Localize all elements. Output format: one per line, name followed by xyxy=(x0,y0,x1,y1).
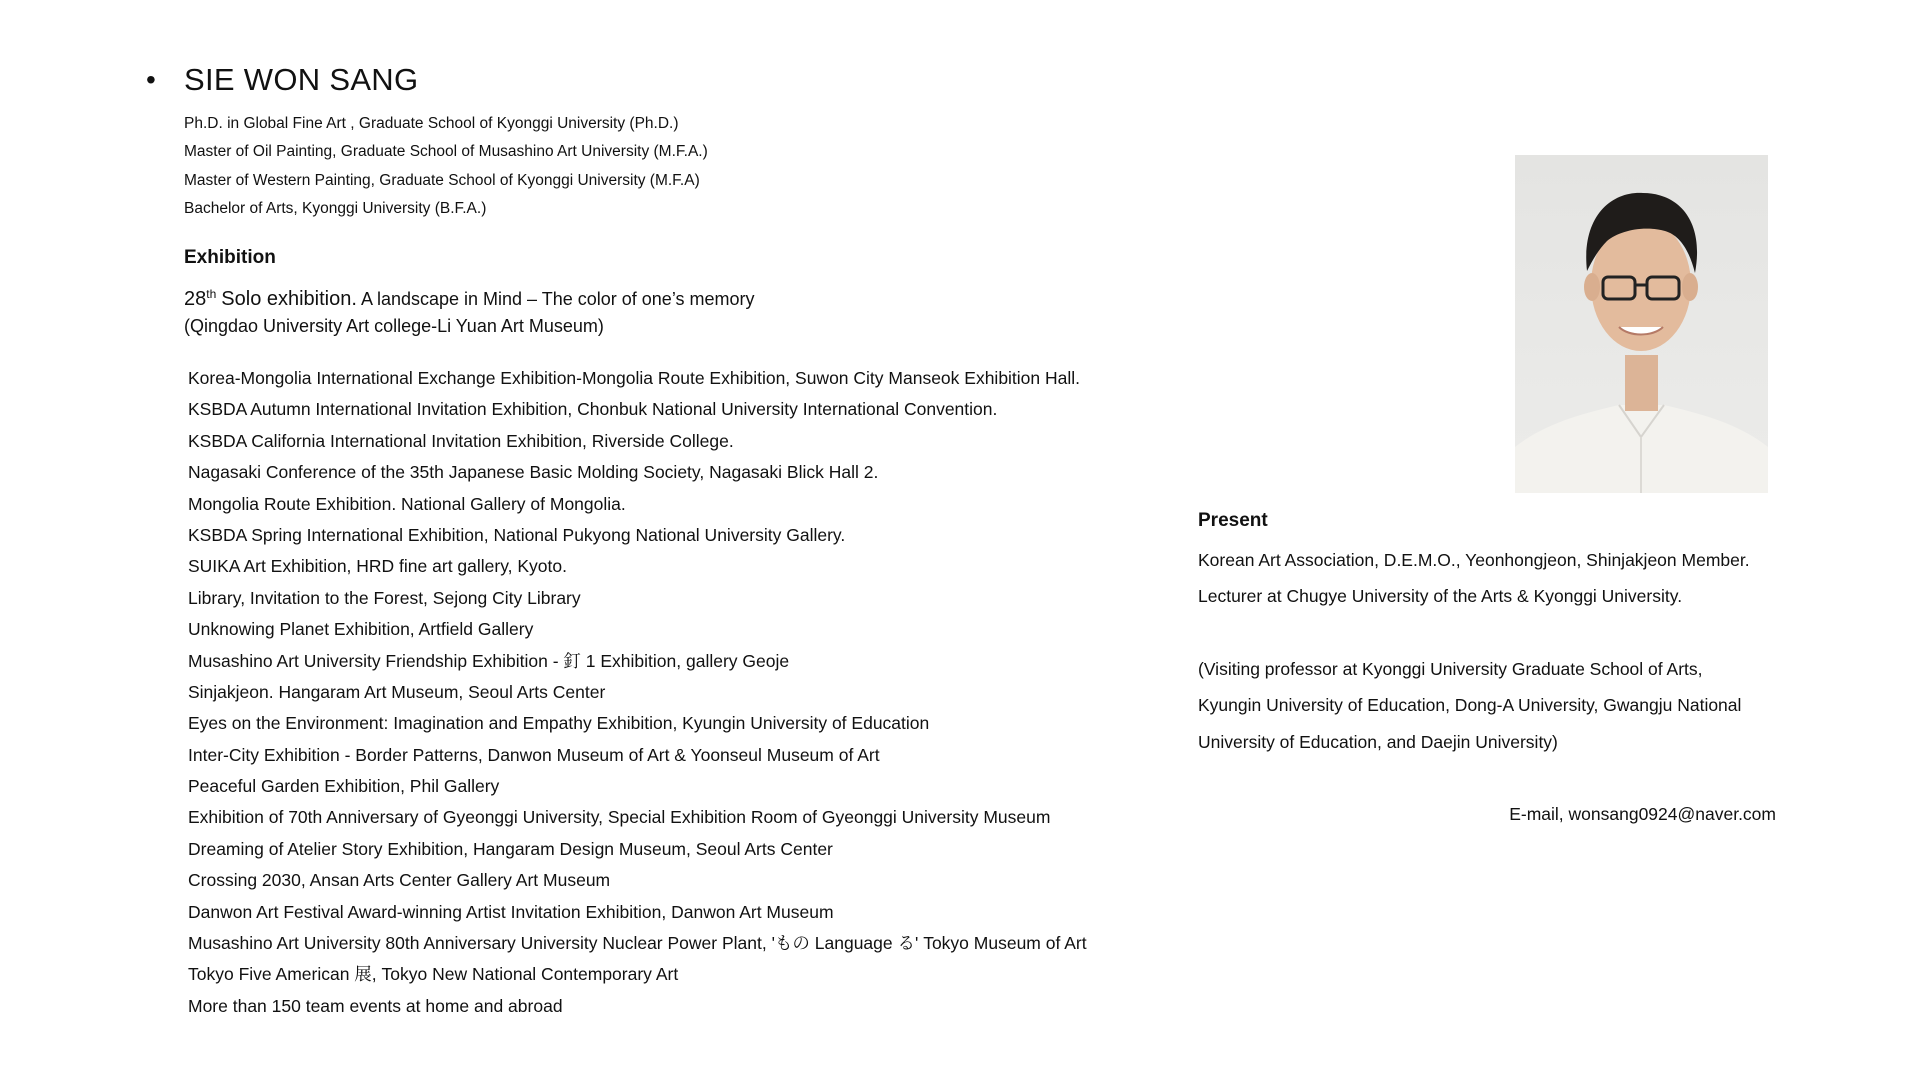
education-list xyxy=(184,110,708,223)
exhibition-item: Crossing 2030, Ansan Arts Center Gallery Art Museum xyxy=(188,870,611,891)
education-item: Master of Oil Painting, Graduate School of Musashino Art University (M.F.A.) xyxy=(184,143,708,161)
present-heading: Present xyxy=(1198,510,1268,531)
exhibition-item: Eyes on the Environment: Imagination and Empathy Exhibition, Kyungin University of Education xyxy=(188,713,930,734)
visiting-professor-note xyxy=(1198,651,1741,760)
exhibition-item: Peaceful Garden Exhibition, Phil Gallery xyxy=(188,776,500,797)
exhibition-item: Unknowing Planet Exhibition, Artfield Gallery xyxy=(188,619,534,640)
email-contact: E-mail, wonsang0924@naver.com xyxy=(1509,804,1776,824)
exhibition-item: Danwon Art Festival Award-winning Artist Invitation Exhibition, Danwon Art Museum xyxy=(188,901,834,922)
artist-portrait-photo xyxy=(1515,155,1768,493)
exhibition-item: Korea-Mongolia International Exchange Exhibition-Mongolia Route Exhibition, Suwon City Manseok Exhibition Hall. xyxy=(188,368,1081,388)
exhibition-item: Exhibition of 70th Anniversary of Gyeonggi University, Special Exhibition Room of Gyeonggi University Museum xyxy=(188,807,1051,828)
exhibition-item: Dreaming of Atelier Story Exhibition, Hangaram Design Museum, Seoul Arts Center xyxy=(188,838,833,859)
exhibition-item: SUIKA Art Exhibition, HRD fine art gallery, Kyoto. xyxy=(188,556,568,577)
bullet-icon: • xyxy=(146,64,156,95)
present-list xyxy=(1198,542,1750,615)
education-item: Bachelor of Arts, Kyonggi University (B.F.A.) xyxy=(184,199,487,217)
visiting-line: (Visiting professor at Kyonggi University Graduate School of Arts, xyxy=(1198,659,1703,679)
present-item: Lecturer at Chugye University of the Arts & Kyonggi University. xyxy=(1198,586,1683,607)
solo-ordinal: 28 xyxy=(184,288,207,310)
exhibition-item: Tokyo Five American 展, Tokyo New National Contemporary Art xyxy=(188,964,679,985)
exhibition-item: Sinjakjeon. Hangaram Art Museum, Seoul Arts Center xyxy=(188,681,606,702)
exhibition-item: KSBDA Spring International Exhibition, National Pukyong National University Gallery. xyxy=(188,524,846,545)
exhibition-item: KSBDA California International Invitation Exhibition, Riverside College. xyxy=(188,430,734,451)
exhibition-item: KSBDA Autumn International Invitation Exhibition, Chonbuk National University International Convention. xyxy=(188,399,998,420)
solo-exhibition xyxy=(184,280,755,313)
name-heading xyxy=(146,62,418,98)
visiting-line: Kyungin University of Education, Dong-A University, Gwangju National xyxy=(1198,695,1742,716)
artist-name: SIE WON SANG xyxy=(184,62,419,97)
exhibition-heading: Exhibition xyxy=(184,247,276,268)
present-item: Korean Art Association, D.E.M.O., Yeonhongjeon, Shinjakjeon Member. xyxy=(1198,550,1750,570)
exhibition-item: Musashino Art University 80th Anniversary University Nuclear Power Plant, 'もの Language る' Tokyo Museum of Art xyxy=(188,933,1087,954)
visiting-line: University of Education, and Daejin University) xyxy=(1198,731,1558,752)
exhibition-list xyxy=(188,363,1087,1022)
education-item: Ph.D. in Global Fine Art , Graduate School of Kyonggi University (Ph.D.) xyxy=(184,115,679,132)
exhibition-item: Musashino Art University Friendship Exhibition - 釘 1 Exhibition, gallery Geoje xyxy=(188,650,790,671)
exhibition-item: Library, Invitation to the Forest, Sejong City Library xyxy=(188,587,581,608)
solo-venue: (Qingdao University Art college-Li Yuan Art Museum) xyxy=(184,316,604,336)
education-item: Master of Western Painting, Graduate School of Kyonggi University (M.F.A) xyxy=(184,171,700,189)
solo-label: Solo exhibition. xyxy=(221,288,357,310)
solo-title: A landscape in Mind – The color of one’s memory xyxy=(360,289,755,309)
exhibition-item: Nagasaki Conference of the 35th Japanese Basic Molding Society, Nagasaki Blick Hall 2. xyxy=(188,462,879,483)
solo-ordinal-suffix: th xyxy=(206,287,217,301)
exhibition-item: Inter-City Exhibition - Border Patterns, Danwon Museum of Art & Yoonseul Museum of Art xyxy=(188,744,880,765)
exhibition-item: Mongolia Route Exhibition. National Gallery of Mongolia. xyxy=(188,493,626,514)
exhibition-item: More than 150 team events at home and abroad xyxy=(188,995,563,1016)
